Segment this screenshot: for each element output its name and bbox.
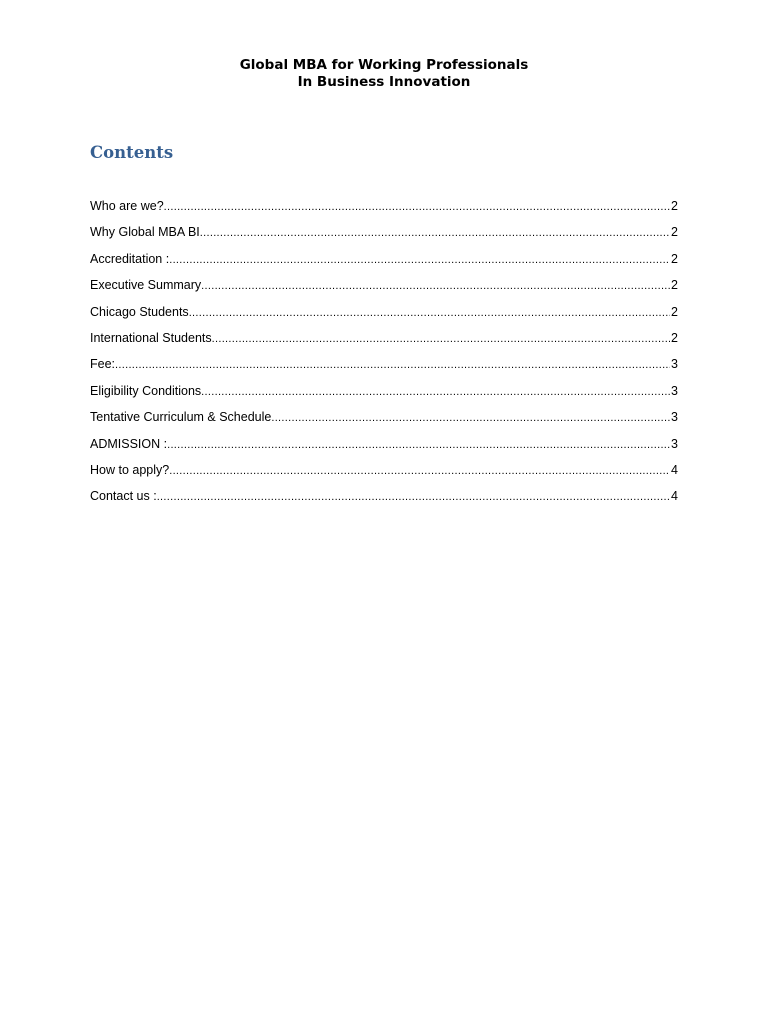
toc-entry-page-number: 3 [671, 410, 678, 425]
toc-entry-label: How to apply? [90, 462, 170, 477]
toc-entry-page-number: 2 [671, 199, 678, 213]
toc-entry-tentative-curriculum[interactable] [90, 410, 678, 436]
document-title [0, 57, 768, 91]
toc-entry-page-number: 3 [671, 383, 678, 398]
title-line-2: In Business Innovation [297, 74, 471, 90]
toc-dot-leader [200, 227, 670, 239]
table-of-contents [90, 199, 678, 516]
toc-dot-leader [164, 201, 670, 213]
toc-entry-page-number: 3 [671, 357, 678, 372]
toc-entry-label: Tentative Curriculum & Schedule [90, 410, 272, 425]
toc-entry-label: Contact us : [90, 489, 157, 504]
toc-entry-eligibility-conditions[interactable] [90, 384, 678, 410]
toc-heading: Contents [90, 143, 174, 162]
title-line-1: Global MBA for Working Professionals [239, 57, 529, 73]
toc-entry-page-number: 2 [671, 304, 678, 319]
toc-entry-label: International Students [90, 330, 212, 345]
toc-entry-page-number: 2 [671, 330, 678, 345]
toc-entry-international-students[interactable] [90, 331, 678, 357]
toc-entry-page-number: 4 [671, 489, 678, 504]
toc-entry-label: Executive Summary [90, 278, 202, 293]
toc-dot-leader [157, 491, 670, 503]
toc-entry-label: Eligibility Conditions [90, 383, 202, 398]
toc-dot-leader [169, 254, 670, 266]
toc-entry-who-are-we[interactable] [90, 199, 678, 225]
toc-entry-chicago-students[interactable] [90, 305, 678, 331]
toc-entry-label: ADMISSION : [90, 436, 168, 451]
toc-dot-leader [201, 280, 670, 292]
toc-dot-leader [201, 386, 670, 398]
toc-entry-why-global-mba-bi[interactable] [90, 225, 678, 251]
toc-dot-leader [167, 439, 670, 451]
toc-entry-fee[interactable] [90, 357, 678, 383]
toc-entry-label: Chicago Students [90, 304, 189, 319]
toc-dot-leader [271, 412, 670, 424]
toc-entry-page-number: 3 [671, 436, 678, 451]
toc-dot-leader [189, 307, 670, 319]
toc-entry-executive-summary[interactable] [90, 278, 678, 304]
toc-entry-contact-us[interactable] [90, 489, 678, 515]
toc-dot-leader [169, 465, 670, 477]
toc-dot-leader [115, 359, 670, 371]
toc-entry-page-number: 2 [671, 251, 678, 266]
toc-entry-page-number: 2 [671, 225, 678, 240]
toc-entry-admission[interactable] [90, 437, 678, 463]
toc-dot-leader [212, 333, 670, 345]
toc-entry-page-number: 4 [671, 462, 678, 477]
toc-entry-label: Why Global MBA BI [90, 225, 200, 240]
toc-entry-page-number: 2 [671, 278, 678, 293]
toc-entry-accreditation[interactable] [90, 252, 678, 278]
toc-entry-label: Fee: [90, 357, 116, 372]
toc-entry-label: Who are we? [90, 199, 164, 213]
toc-entry-how-to-apply[interactable] [90, 463, 678, 489]
toc-entry-label: Accreditation : [90, 251, 170, 266]
